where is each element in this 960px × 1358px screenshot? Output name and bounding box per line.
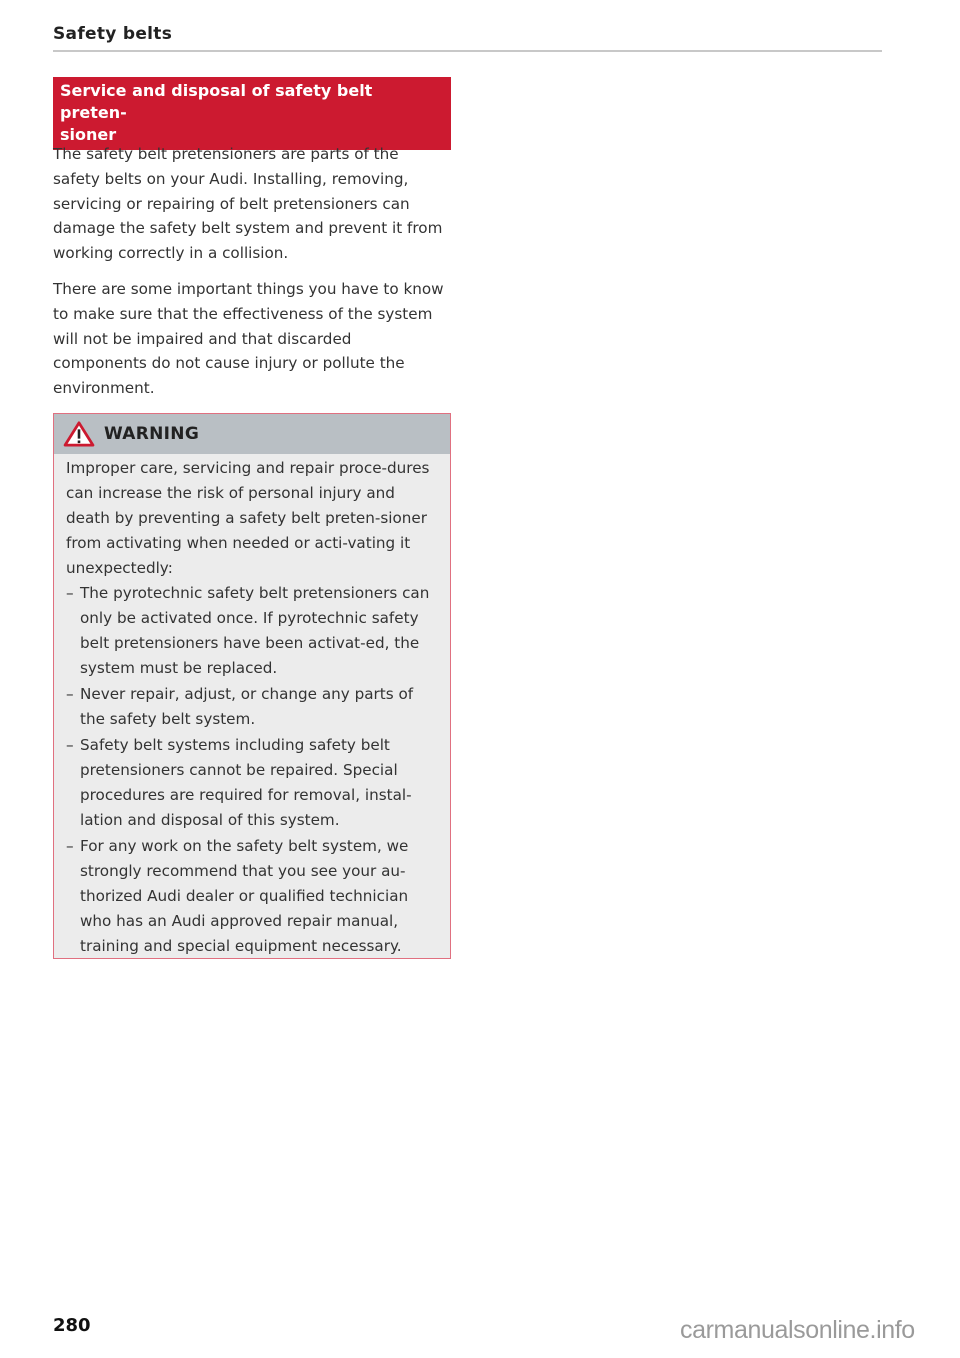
warning-list-item (66, 733, 440, 833)
intro-paragraph: The safety belt pretensioners are parts of the safety belts on your Audi. Installing, removing, servicing or repairing of belt pretensioners can damage the safety belt system and prevent it from working correctly in a collision. (53, 145, 443, 263)
header-divider (53, 50, 882, 52)
important-things-paragraph: There are some important things you have to know to make sure that the effectiveness of the system will not be impaired and that discarded components do not cause injury or pollute the environment. (53, 280, 444, 398)
warning-title: WARNING (104, 424, 200, 444)
warning-list-item (66, 834, 440, 959)
warning-box (53, 413, 451, 959)
warning-item-text: Never repair, adjust, or change any parts of the safety belt system. (80, 685, 414, 728)
warning-triangle-icon (62, 421, 96, 447)
section-title-line-2: sioner (60, 125, 117, 144)
page-number: 280 (53, 1315, 91, 1336)
dash-bullet: – (66, 584, 74, 602)
warning-body (54, 454, 450, 959)
warning-item-text: Safety belt systems including safety belt pretensioners cannot be repaired. Special procedures are required for removal, instal-lation and disposal of this system. (80, 736, 412, 829)
dash-bullet: – (66, 837, 74, 855)
dash-bullet: – (66, 736, 74, 754)
warning-header (54, 414, 450, 454)
warning-intro: Improper care, servicing and repair proce-dures can increase the risk of personal injury and death by preventing a safety belt preten-sioner from activating when needed or acti-vating it unexpectedly: (66, 459, 430, 577)
warning-item-text: For any work on the safety belt system, we strongly recommend that you see your au-thorized Audi dealer or qualified technician who has an Audi approved repair manual, training and special equipment necessary. (80, 837, 409, 955)
running-header-title: Safety belts (53, 24, 173, 44)
section-title-line-1: Service and disposal of safety belt preten- (60, 81, 373, 122)
warning-list-item (66, 682, 440, 732)
section-title (53, 77, 451, 150)
warning-item-text: The pyrotechnic safety belt pretensioners can only be activated once. If pyrotechnic safety belt pretensioners have been activat-ed, the system must be replaced. (80, 584, 430, 677)
watermark: carmanualsonline.info (680, 1316, 915, 1344)
dash-bullet: – (66, 685, 74, 703)
warning-list (66, 581, 440, 959)
warning-list-item (66, 581, 440, 681)
